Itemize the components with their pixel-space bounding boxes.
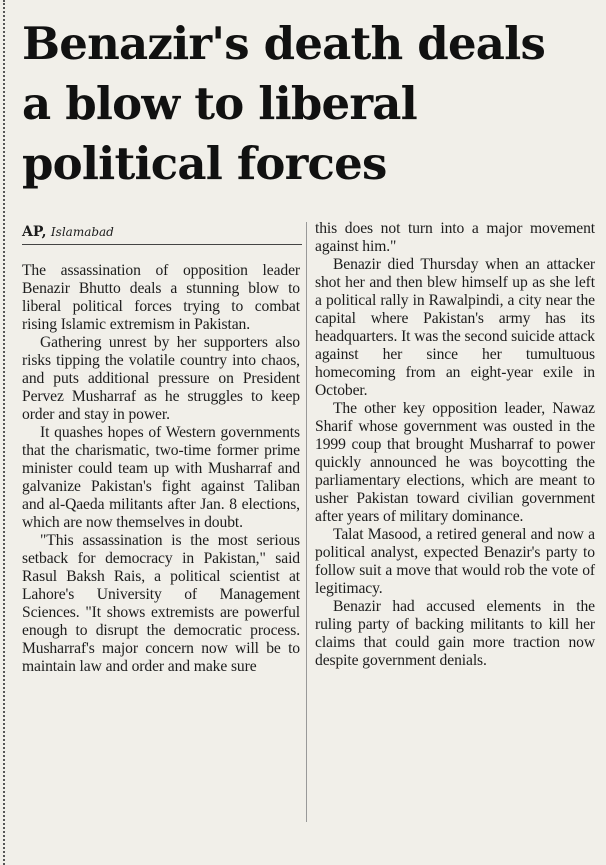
paragraph: Benazir died Thursday when an attacker shot her and then blew himself up as she left a political rally in Rawalpindi, a city near the capital where Pakistan's army has its headquarters. It was the second suicide attack against her since her tumultuous homecoming from an eight-year exile in October. bbox=[315, 256, 595, 399]
paragraph: The other key opposition leader, Nawaz Sharif whose government was ousted in the 1999 coup that brought Musharraf to power quickly announced he was boycotting the parliamentary elections, which are meant to usher Pakistan toward civilian government after years of military dominance. bbox=[315, 400, 595, 525]
headline: Benazir's death deals a blow to liberal political forces bbox=[22, 17, 545, 190]
byline bbox=[22, 223, 302, 245]
byline-agency: AP, bbox=[22, 224, 47, 240]
article-column-1 bbox=[22, 262, 300, 676]
paragraph: this does not turn into a major movement against him." bbox=[315, 220, 595, 255]
cut-line bbox=[3, 0, 5, 865]
byline-place: Islamabad bbox=[50, 225, 114, 239]
paragraph: Talat Masood, a retired general and now a political analyst, expected Benazir's party to follow suit a move that would rob the vote of legitimacy. bbox=[315, 526, 595, 597]
paragraph: It quashes hopes of Western governments that the charismatic, two-time former prime minister could team up with Musharraf and galvanize Pakistan's fight against Taliban and al-Qaeda militants after Jan. 8 elections, which are now themselves in doubt. bbox=[22, 424, 300, 531]
article-column-2 bbox=[315, 220, 595, 670]
paragraph: Benazir had accused elements in the ruling party of backing militants to kill her claims that could gain more traction now despite government denials. bbox=[315, 598, 595, 669]
paragraph: "This assassination is the most serious setback for democracy in Pakistan," said Rasul Baksh Rais, a political scientist at Lahore's University of Management Sciences. "It shows extremists are powerful enough to disrupt the democratic process. Musharraf's major concern now will be to maintain law and order and make sure bbox=[22, 532, 300, 675]
paragraph: Gathering unrest by her supporters also risks tipping the volatile country into chaos, and puts additional pressure on President Pervez Musharraf as he struggles to keep order and stay in power. bbox=[22, 334, 300, 423]
paragraph: The assassination of opposition leader Benazir Bhutto deals a stunning blow to liberal political forces trying to combat rising Islamic extremism in Pakistan. bbox=[22, 262, 300, 333]
column-divider bbox=[306, 222, 307, 822]
